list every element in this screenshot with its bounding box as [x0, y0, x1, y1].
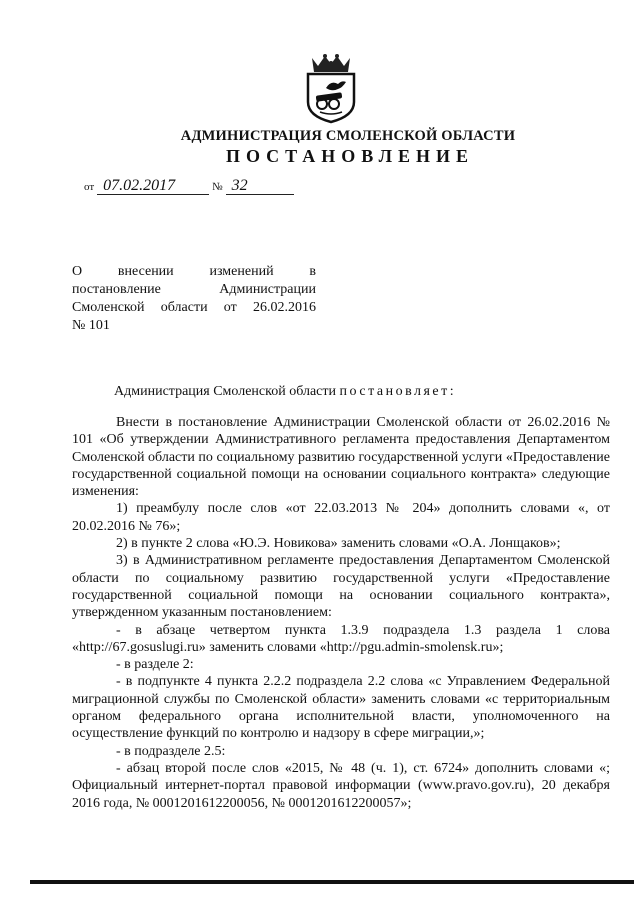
document-number: 32: [226, 178, 294, 195]
body-paragraph: - в подпункте 4 пункта 2.2.2 подраздела 2.2 слова «с Управлением Федеральной миграционной службы по Смоленской области» заменить словами «с территориальным органом федерального органа исполнительной власти, уполномоченного на осуществление функций по контролю и надзору в сфере миграции,»;: [72, 674, 610, 742]
body-paragraph: 1) преамбулу после слов «от 22.03.2013 № 204» дополнить словами «, от 20.02.2016 № 76»;: [72, 501, 610, 534]
body-paragraph: - в разделе 2:: [116, 657, 194, 673]
body-paragraph: - в подразделе 2.5:: [116, 743, 226, 759]
coat-of-arms-icon: [298, 52, 364, 124]
subject-block: [72, 263, 316, 335]
preamble-prefix: Администрация Смоленской области: [114, 384, 340, 399]
number-label: №: [212, 181, 223, 193]
date-label: от: [84, 181, 95, 193]
preamble: [114, 384, 454, 400]
subject-line: № 101: [72, 318, 110, 333]
document-date: 07.02.2017: [97, 178, 209, 195]
preamble-spaced-verb: постановляет: [339, 384, 450, 399]
body-paragraph: 3) в Административном регламенте предоставления Департаментом Смоленской области по социальному развитию государственной услуги «Предоставление государственной социальной помощи на основании социального контракта», утвержденном указанным постановлением:: [72, 553, 610, 621]
subject-line: О внесении изменений в: [72, 264, 316, 279]
body-paragraph: Внести в постановление Администрации Смоленской области от 26.02.2016 № 101 «Об утверждении Административного регламента предоставления Департаментом Смоленской области по социальному развитию государственной услуги «Предоставление государственной социальной помощи на основании социального контракта» следующие изменения:: [72, 415, 610, 500]
subject-line: Смоленской области от 26.02.2016: [72, 300, 316, 315]
date-number-line: [84, 178, 294, 195]
body-paragraph: 2) в пункте 2 слова «Ю.Э. Новикова» заменить словами «О.А. Лонщаков»;: [116, 536, 561, 552]
organization-name: АДМИНИСТРАЦИЯ СМОЛЕНСКОЙ ОБЛАСТИ: [180, 128, 516, 144]
body-paragraph: - в абзаце четвертом пункта 1.3.9 подраздела 1.3 раздела 1 слова «http://67.gosuslugi.ru» заменить словами «http://pgu.admin-smolensk.ru»;: [72, 622, 610, 655]
document-title: ПОСТАНОВЛЕНИЕ: [225, 146, 475, 166]
body-paragraph: - абзац второй после слов «2015, № 48 (ч. 1), ст. 6724» дополнить словами «; Официальный интернет-портал правовой информации (www.pravo.gov.ru), 20 декабря 2016 года, № 0001201612200056, № 0001201612200057»;: [72, 760, 610, 811]
preamble-suffix: :: [449, 384, 454, 399]
document-body: [72, 414, 610, 812]
bottom-divider: [30, 880, 634, 884]
subject-line: постановление Администрации: [72, 282, 316, 297]
